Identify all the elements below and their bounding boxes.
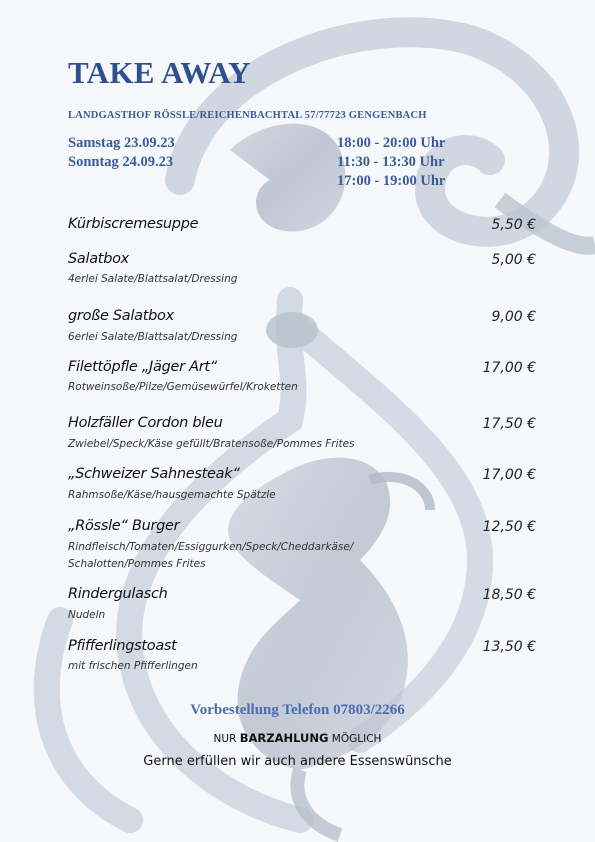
closing-note: Gerne erfüllen wir auch andere Essenswünsche: [143, 754, 452, 769]
menu-item-description: Zwiebel/Speck/Käse gefüllt/Bratensoße/Pommes Frites: [68, 438, 355, 450]
menu-item-price: 18,50 €: [482, 587, 536, 603]
menu-item-description: mit frischen Pfifferlingen: [68, 660, 198, 672]
menu-item-price: 13,50 €: [482, 639, 536, 655]
menu-item-price: 5,50 €: [491, 217, 536, 233]
preorder-phone: Vorbestellung Telefon 07803/2266: [190, 702, 405, 718]
restaurant-address: LANDGASTHOF RÖSSLE/REICHENBACHTAL 57/77723 GENGENBACH: [68, 110, 427, 121]
payment-note-suffix: MÖGLICH: [328, 733, 382, 745]
payment-note-prefix: NUR: [213, 733, 240, 745]
menu-item-price: 5,00 €: [491, 252, 536, 268]
menu-item-name: Salatbox: [68, 251, 129, 267]
menu-item-description: Rindfleisch/Tomaten/Essiggurken/Speck/Cheddarkäse/ Schalotten/Pommes Frites: [68, 541, 354, 570]
menu-item-description: 4erlei Salate/Blattsalat/Dressing: [68, 273, 238, 285]
menu-item-name: „Rössle“ Burger: [68, 518, 180, 534]
menu-item-description: Nudeln: [68, 609, 106, 621]
menu-item-price: 9,00 €: [491, 309, 536, 325]
schedule-day-sunday: Sonntag 24.09.23: [68, 154, 174, 170]
menu-item-name: Holzfäller Cordon bleu: [68, 415, 223, 431]
menu-item-description: Rahmsoße/Käse/hausgemachte Spätzle: [68, 489, 276, 501]
menu-item-name: große Salatbox: [68, 308, 174, 324]
schedule-day-saturday: Samstag 23.09.23: [68, 135, 175, 151]
menu-item-price: 17,00 €: [482, 360, 536, 376]
menu-item-name: Pfifferlingstoast: [68, 638, 177, 654]
schedule-time-1: 18:00 - 20:00 Uhr: [337, 135, 446, 151]
menu-item-price: 12,50 €: [482, 519, 536, 535]
schedule-time-3: 17:00 - 19:00 Uhr: [337, 173, 446, 189]
payment-note-cash: BARZAHLUNG: [239, 731, 329, 745]
menu-item-price: 17,00 €: [482, 467, 536, 483]
menu-item-description: 6erlei Salate/Blattsalat/Dressing: [68, 331, 238, 343]
page-title: TAKE AWAY: [68, 55, 251, 90]
payment-note: [0, 731, 595, 745]
menu-item-price: 17,50 €: [482, 416, 536, 432]
menu-item-name: „Schweizer Sahnesteak“: [68, 466, 240, 482]
menu-item-name: Filettöpfle „Jäger Art“: [68, 359, 217, 375]
menu-item-name: Kürbiscremesuppe: [68, 216, 199, 232]
menu-item-name: Rindergulasch: [68, 586, 168, 602]
menu-item-description: Rotweinsoße/Pilze/Gemüsewürfel/Kroketten: [68, 381, 298, 393]
schedule-time-2: 11:30 - 13:30 Uhr: [337, 154, 445, 170]
